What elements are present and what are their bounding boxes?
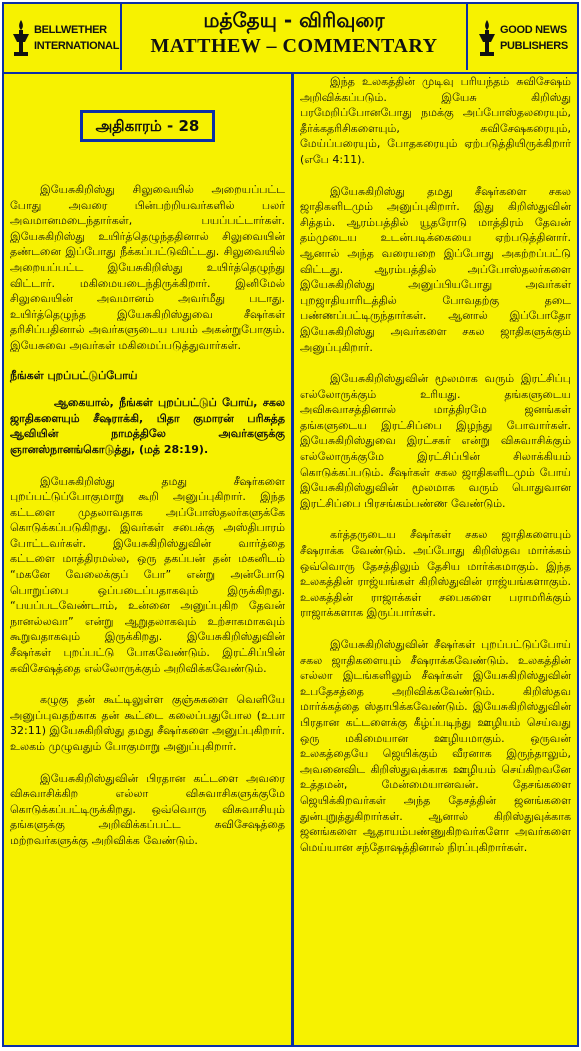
header <box>4 4 577 74</box>
paragraph: இந்த உலகத்தின் முடிவு பரியந்தம் சுவிசேஷம் அறிவிக்கப்படும். இயேசு கிறிஸ்து பரமேறிப்போனபோது நமக்கு அப்போஸ்தலரையும், தீர்க்கதரிசிகளையும், சுவிசேஷகரையும், மேய்ப்பரையும், போதகரையும் ஏற்படுத்தியிருக்கிறார் (எபே 4:11). <box>300 75 571 166</box>
left-logo-line2: INTERNATIONAL <box>34 40 120 52</box>
column-divider <box>291 72 294 1045</box>
bible-verse: ஆகையால், நீங்கள் புறப்பட்டுப் போய், சகல ஜாதிகளையும் சீஷராக்கி, பிதா குமாரன் பரிசுத்த ஆவியின் நாமத்திலே அவர்களுக்கு ஞானஸ்நானங்கொடுத்து, (மத் 28:19). <box>10 396 285 456</box>
paragraph: இயேசுகிறிஸ்துவின் பிரதான கட்டளை அவரை விசுவாசிக்கிற எல்லா விசுவாசிகளுக்குமே கொடுக்கப்பட்டிருக்கிறது. ஒவ்வொரு விசுவாசியும் தங்களுக்கு அறிவிக்கப்பட்ட சுவிசேஷத்தை மற்றவர்களுக்கு அறிவிக்க வேண்டும். <box>10 771 285 847</box>
left-logo-line1: BELLWETHER <box>34 24 107 36</box>
right-column <box>300 72 571 855</box>
chapter-label: அதிகாரம் - 28 <box>95 117 200 135</box>
lamp-icon <box>10 18 32 58</box>
good-news-logo <box>476 18 568 58</box>
bellwether-logo <box>10 18 119 58</box>
lamp-icon <box>476 18 498 58</box>
title-box <box>122 4 468 70</box>
chapter-box <box>80 110 215 142</box>
page <box>2 2 579 1047</box>
left-column <box>10 72 285 849</box>
paragraph: இயேசுகிறிஸ்துவின் மூலமாக வரும் இரட்சிப்பு எல்லோருக்கும் உரியது. தங்களுடைய அவிசுவாசத்தினால் மாத்திரமே ஜனங்கள் தங்களுடைய இரட்சிப்பை இழந்து போவார்கள். இயேசுகிறிஸ்துவை இரட்சகர் என்று விசுவாசிக்கும் எல்லோருக்குமே இரட்சிப்பின் சிலாக்கியம் கொடுக்கப்படும். சீஷர்கள் சகல ஜாதிகளிடமும் போய் இயேசுகிறிஸ்துவின் மூலமாக வரும் பொதுவான இரட்சிப்பை பிரசங்கம்பண்ண வேண்டும். <box>300 372 571 510</box>
paragraph: இயேசுகிறிஸ்து தமது சீஷர்களை புறப்பட்டுப்போகுமாறு கூறி அனுப்புகிறார். இந்த கட்டளை முதலாவதாக அப்போஸ்தலர்களுக்கே கொடுக்கப்படுகிறது. இவர்கள் சபைக்கு அஸ்திபாரம் போட்டவர்கள். இயேசுகிறிஸ்துவின் வார்த்தை கட்டளை மாத்திரமல்ல, ஒரு தகப்பன் தன் மகனிடம் “மகனே வேலைக்குப் போ” என்று அன்போடு பொறுப்பை ஒப்படைப்பதாகவும் இருக்கிறது. “பயப்படவேண்டாம், உன்னை அனுப்புகிற தேவன் நானல்லவா” என்று ஆறுதலாகவும் உற்சாகமாகவும் கூறுவதாகவும் இருக்கிறது. இயேசுகிறிஸ்துவின் சீஷர்கள் புறப்பட்டு போகவேண்டும். இரட்சிப்பின் சுவிசேஷத்தை எல்லோருக்கும் அறிவிக்கவேண்டும். <box>10 474 285 675</box>
paragraph: கர்த்தருடைய சீஷர்கள் சகல ஜாதிகளையும் சீஷராக்க வேண்டும். அப்போது கிறிஸ்தவ மார்க்கம் ஒவ்வொரு தேசத்திலும் தேசிய மார்க்கமாகும். இந்த உலகத்தின் ராஜ்யங்கள் கிறிஸ்துவின் ராஜ்யங்களாகும். உலகத்தின் ராஜாக்கள் சபைகளை பராமரிக்கும் ராஜாக்களாக இருப்பார்கள். <box>300 528 571 620</box>
section-heading: நீங்கள் புறப்பட்டுப்போய் <box>10 368 138 382</box>
left-logo-box <box>4 4 122 70</box>
right-logo-box <box>468 4 577 70</box>
title-tamil: மத்தேயு - விரிவுரை <box>203 8 385 32</box>
right-logo-line1: GOOD NEWS <box>500 24 567 36</box>
paragraph: இயேசுகிறிஸ்துவின் சீஷர்கள் புறப்பட்டுப்போய் சகல ஜாதிகளையும் சீஷராக்கவேண்டும். உலகத்தின் எல்லா இடங்களிலும் சீஷர்கள் இயேசுகிறிஸ்துவின் உபதேசத்தை அறிவிக்கவேண்டும். கிறிஸ்தவ மார்க்கத்தை ஸ்தாபிக்கவேண்டும். இயேசுகிறிஸ்துவின் பிரதான கட்டளைக்கு கீழ்ப்படிந்து ஊழியம் செய்வது ஒரு மகிமையான ஊழியமாகும். ஒருவன் உலகத்தையே ஜெயிக்கும் வீரனாக இருந்தாலும், அவனைவிட கிறிஸ்துவுக்காக ஊழியம் செய்கிறவனே உத்தமன், மேன்மையானவன். தேசங்களை ஜெயிக்கிறவர்கள் அந்த தேசத்தின் ஜனங்களை துன்புறுத்துகிறார்கள். ஆனால் கிறிஸ்துவுக்காக ஜனங்களை ஆதாயம்பண்ணுகிறவர்களோ அவர்களை மெய்யான சந்தோஷத்தினால் நிரப்புகிறார்கள். <box>300 638 571 854</box>
right-logo-line2: PUBLISHERS <box>500 40 568 52</box>
paragraph: கழுகு தன் கூட்டிலுள்ள குஞ்சுகளை வெளியே அனுப்புவதற்காக தன் கூட்டை கலைப்பதுபோல (உபா 32:11) இயேசுகிறிஸ்து தமது சீஷர்களை அனுப்புகிறார். உலகம் முழுவதும் போகுமாறு அனுப்புகிறார். <box>10 693 285 753</box>
paragraph: இயேசுகிறிஸ்து தமது சீஷர்களை சகல ஜாதிகளிடமும் அனுப்புகிறார். இது கிறிஸ்துவின் சித்தம். ஆரம்பத்தில் யூதரோடு மாத்திரம் தேவன் தம்முடைய உடன்படிக்கையை ஏற்படுத்தினார். ஆனால் அந்த வரையறை இப்போது அகற்றப்பட்டு விட்டது. ஆரம்பத்தில் அப்போஸ்தலர்களை இயேசுகிறிஸ்து அனுப்பியபோது அவர்கள் புறஜாதியாரிடத்தில் போவதற்கு தடை பண்ணப்பட்டிருந்தார்கள். ஆனால் இப்போதோ இயேசுகிறிஸ்து அவர்களை சகல ஜாதிகளுக்கும் அனுப்புகிறார். <box>300 184 571 354</box>
paragraph: இயேசுகிறிஸ்து சிலுவையில் அறையப்பட்ட போது அவரை பின்பற்றியவர்களில் பலர் அவமானமடைந்தார்கள், பயப்பட்டார்கள். இயேசுகிறிஸ்து உயிர்த்தெழுந்ததினால் சிலுவையின் தண்டனை இப்போது நீக்கப்பட்டுவிட்டது. சிலுவையில் அறையப்பட்ட இயேசுகிறிஸ்து உயிர்த்தெழுந்து விட்டார். மகிமையடைந்திருக்கிறார். இனிமேல் சிலுவையின் அவமானம் அவர்மீது படாது. உயிர்த்தெழுந்த இயேசுகிறிஸ்துவை சீஷர்கள் தரிசிப்பதினால் அவர்களுடைய பயம் அகன்றுபோகும். இயேசுவை அவர்கள் மகிமைப்படுத்துவார்கள். <box>10 183 285 352</box>
title-english: MATTHEW – COMMENTARY <box>150 35 438 57</box>
